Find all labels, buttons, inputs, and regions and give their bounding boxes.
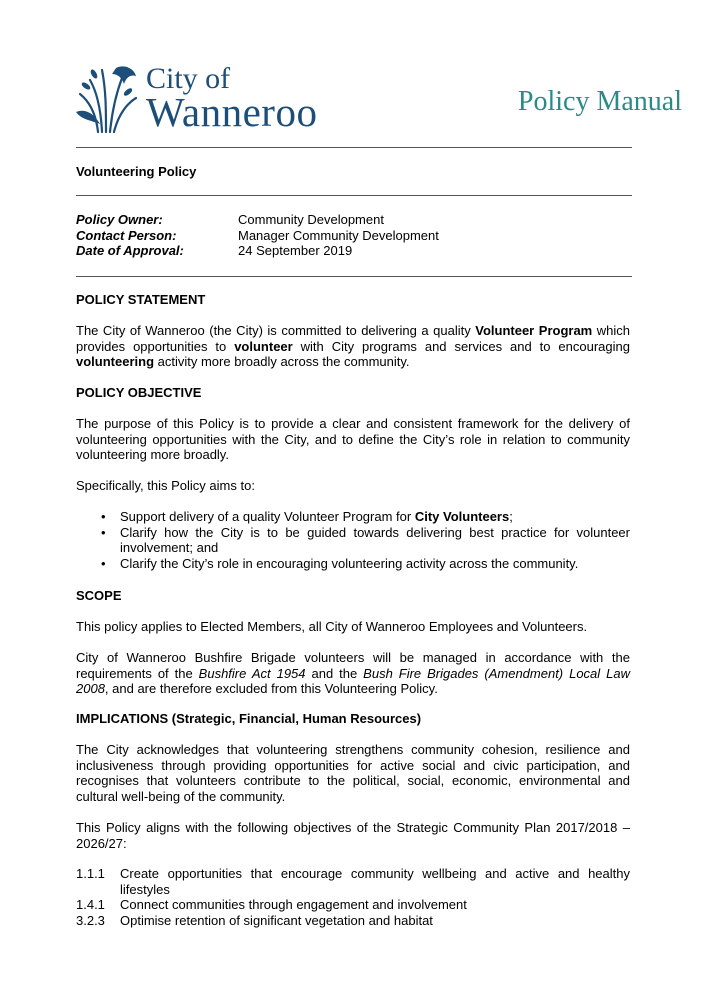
meta-value: Community Development — [238, 212, 384, 227]
meta-row-contact — [76, 228, 439, 244]
meta-value: Manager Community Development — [238, 227, 439, 243]
section-heading-scope: SCOPE — [76, 588, 122, 603]
policy-meta — [76, 212, 439, 259]
list-item: • Clarify the City’s role in encouraging volunteering activity across the community. — [76, 556, 630, 572]
implications-paragraph-1: The City acknowledges that volunteering strengthens community cohesion, resilience and inclusiveness through providing opportunities for active social and civic participation, and recognises that volunteers contribute to the political, social, economic, environmental and cultural well-being of the community. — [76, 742, 630, 804]
list-item: • Support delivery of a quality Volunteer Program for City Volunteers; — [76, 509, 630, 525]
objective-number: 3.2.3 — [76, 912, 105, 928]
logo-text-city-of: City of — [146, 62, 231, 95]
implications-paragraph-2: This Policy aligns with the following objectives of the Strategic Community Plan 2017/2018 – 2026/27: — [76, 820, 630, 851]
objective-intro: Specifically, this Policy aims to: — [76, 478, 255, 493]
section-heading-statement: POLICY STATEMENT — [76, 292, 206, 307]
list-item: • Clarify how the City is to be guided towards delivering best practice for volunteer involvement; and — [76, 525, 630, 556]
objective-number: 1.4.1 — [76, 897, 105, 912]
meta-row-date — [76, 243, 439, 259]
statement-paragraph: The City of Wanneroo (the City) is committed to delivering a quality Volunteer Program which provides opportunities to volunteer with City programs and services and to encouraging volunteering activity more broadly across the community. — [76, 323, 631, 369]
policy-manual-title: Policy Manual — [517, 86, 682, 117]
section-heading-objective: POLICY OBJECTIVE — [76, 385, 202, 400]
scope-paragraph-1: This policy applies to Elected Members, all City of Wanneroo Employees and Volunteers. — [76, 619, 588, 634]
objective-bullet-list — [76, 509, 630, 571]
divider — [76, 195, 632, 196]
meta-key: Date of Approval: — [76, 243, 184, 258]
section-heading-implications: IMPLICATIONS (Strategic, Financial, Human Resources) — [76, 711, 422, 726]
objective-paragraph: The purpose of this Policy is to provide a clear and consistent framework for the delivery of volunteering opportunities with the City, and to define the City’s role in relation to community volunteering more broadly. — [76, 416, 630, 462]
meta-key: Policy Owner: — [76, 212, 163, 227]
city-logo — [76, 64, 326, 136]
objective-text: Connect communities through engagement and involvement — [120, 897, 467, 912]
list-item — [76, 913, 630, 929]
meta-key: Contact Person: — [76, 227, 177, 243]
list-item — [76, 897, 630, 913]
strategic-objectives-list — [76, 866, 630, 928]
divider — [76, 276, 632, 277]
policy-title: Volunteering Policy — [76, 164, 197, 179]
meta-value: 24 September 2019 — [238, 243, 353, 258]
objective-text: Optimise retention of significant vegetation and habitat — [120, 912, 433, 928]
logo-text-wanneroo: Wanneroo — [146, 89, 318, 135]
plant-emblem-icon — [76, 64, 142, 134]
scope-paragraph-2: City of Wanneroo Bushfire Brigade volunteers will be managed in accordance with the requirements of the Bushfire Act 1954 and the Bush Fire Brigades (Amendment) Local Law 2008, and are therefore excluded from this Volunteering Policy. — [76, 650, 630, 696]
meta-row-owner — [76, 212, 439, 228]
list-item — [76, 866, 630, 897]
objective-text: Create opportunities that encourage community wellbeing and active and healthy lifestyles — [120, 866, 630, 897]
objective-number: 1.1.1 — [76, 866, 105, 881]
divider — [76, 147, 632, 148]
